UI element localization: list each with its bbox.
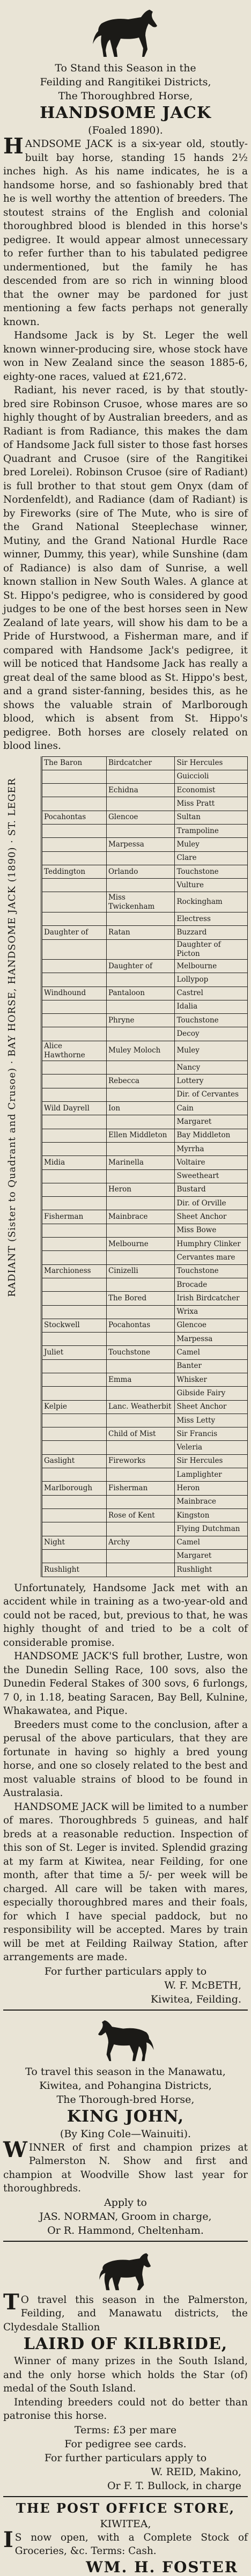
pedigree-cell: Economist — [175, 784, 248, 797]
pedigree-cell — [42, 838, 107, 851]
pedigree-cell — [106, 1115, 175, 1129]
pedigree-cell — [42, 1292, 107, 1305]
ad-paragraph: Intending breeders could not do better than patronise this horse. — [3, 2396, 248, 2422]
pedigree-cell: Bay Middleton — [175, 1129, 248, 1142]
pedigree-cell: Clare — [175, 851, 248, 865]
pedigree-cell — [42, 1061, 107, 1074]
pedigree-row — [42, 1264, 248, 1278]
pedigree-cell — [42, 1278, 107, 1291]
pedigree-cell: Daughter of — [42, 926, 107, 939]
pedigree-row — [42, 784, 248, 797]
pedigree-row — [42, 811, 248, 824]
pedigree-cell: Cain — [175, 1102, 248, 1115]
pedigree-row — [42, 770, 248, 783]
divider — [3, 2241, 248, 2242]
pedigree-row — [42, 892, 248, 912]
ad-paragraph: Winner of many prizes in the South Island, and the only horse which holds the Star (of) medal of the South Island. — [3, 2356, 248, 2394]
pedigree-row — [42, 1238, 248, 1251]
apply-line: For further particulars apply to — [44, 1965, 207, 1977]
ad-paragraph: IS now open, with a Complete Stock of Groceries, &c. Terms: Cash. — [3, 2527, 248, 2557]
pedigree-cell — [106, 879, 175, 892]
newspaper-column — [3, 0, 248, 2576]
pedigree-cell: Marpessa — [106, 838, 175, 851]
pedigree-row — [42, 1278, 248, 1291]
intro-line: The Thoroughbred Horse, — [58, 90, 193, 102]
draught-horse-illustration-icon — [93, 2245, 158, 2293]
intro-line: The Thorough-bred Horse, — [56, 2093, 195, 2106]
pedigree-cell: Windhound — [42, 987, 107, 1000]
pedigree-row — [42, 1041, 248, 1061]
pedigree-row — [42, 959, 248, 973]
pedigree-cell — [106, 1563, 175, 1577]
pedigree-cell: Bustard — [175, 1183, 248, 1196]
intro-line: Feilding and Rangitikei Districts, — [40, 76, 211, 88]
pedigree-cell: Melbourne — [175, 959, 248, 973]
pedigree-cell: Echidna — [106, 784, 175, 797]
pedigree-cell — [42, 1169, 107, 1183]
terms-line: Terms: £3 per mare — [74, 2424, 177, 2436]
agent-line: Or R. Hammond, Cheltenham. — [47, 2224, 204, 2236]
pedigree-cell: Muley — [175, 1041, 248, 1061]
pedigree-cell — [42, 1197, 107, 1210]
pedigree-cell — [106, 973, 175, 987]
pedigree-cell — [42, 1027, 107, 1041]
pedigree-cell: Kingston — [175, 1508, 248, 1522]
pedigree-cell: Flying Dutchman — [175, 1522, 248, 1536]
pedigree-row — [42, 1508, 248, 1522]
pedigree-cell: Glencoe — [175, 1319, 248, 1332]
pedigree-row — [42, 1224, 248, 1237]
pedigree-cell: Lamplighter — [175, 1468, 248, 1482]
pedigree-cell: Trampoline — [175, 824, 248, 837]
pedigree-cell: Guiccioli — [175, 770, 248, 783]
pedigree-cell: Heron — [175, 1482, 248, 1495]
pedigree-cell — [42, 1115, 107, 1129]
pedigree-cell — [42, 1183, 107, 1196]
pedigree-row — [42, 851, 248, 865]
pedigree-cell: Castrel — [175, 987, 248, 1000]
horse-name-heading: HANDSOME JACK — [40, 104, 211, 122]
intro-line: To Stand this Season in the — [55, 62, 196, 74]
pedigree-cell: Veleria — [175, 1441, 248, 1454]
divider — [3, 2496, 248, 2497]
owner-place: Kiwitea, Feilding. — [150, 1993, 241, 2005]
pedigree-cell: Decoy — [175, 1027, 248, 1041]
ad-paragraph: HANDSOME JACK will be limited to a number of mares. Thoroughbreds 5 guineas, and half breds at a reasonable reduction. Inspection of this son of St. Leger is invited. Splendid grazing at my farm at Kiwitea, near Feilding, for one month, after that time a 5/- per week will be charged. All care will be taken with mares, especially thoroughbred mares and their foals, for which I have special paddock, but no responsibility will be accepted. Mares by train will be met at Feilding Railway Station, after arrangements are made. — [3, 1801, 248, 1963]
post-office-store-ad — [3, 2500, 248, 2576]
pedigree-cell: Dir. of Cervantes — [175, 1088, 248, 1101]
pedigree-row — [42, 912, 248, 925]
pedigree-row — [42, 1074, 248, 1088]
pedigree-row — [42, 1292, 248, 1305]
pedigree-cell — [106, 1549, 175, 1563]
pedigree-cell: Humphry Clinker — [175, 1238, 248, 1251]
pedigree-row — [42, 1414, 248, 1427]
pedigree-cell: Orlando — [106, 865, 175, 878]
pedigree-cell: Lollypop — [175, 973, 248, 987]
pedigree-cell — [106, 1027, 175, 1041]
pedigree-cell — [42, 797, 107, 811]
pedigree-row — [42, 973, 248, 987]
pedigree-cell: Rushlight — [42, 1563, 107, 1577]
pedigree-cell — [42, 1549, 107, 1563]
pedigree-row — [42, 1142, 248, 1155]
pedigree-cell — [106, 1359, 175, 1373]
pedigree-cell: Idalia — [175, 1000, 248, 1013]
pedigree-cell: Irish Birdcatcher — [175, 1292, 248, 1305]
pedigree-cell — [42, 851, 107, 865]
pedigree-cell — [42, 1414, 107, 1427]
pedigree-cell: Wild Dayrell — [42, 1102, 107, 1115]
pedigree-cell: Alice Hawthorne — [42, 1041, 107, 1061]
pedigree-cell — [42, 1508, 107, 1522]
pedigree-cell: Midia — [42, 1156, 107, 1169]
pedigree-cell — [106, 1305, 175, 1319]
pedigree-row — [42, 1359, 248, 1373]
pedigree-row — [42, 939, 248, 959]
ad-paragraph: Radiant, his never raced, is by that stoutly-bred sire Robinson Crusoe, whose mares are so highly thought of by Australian breeders, and as Radiant is from Radiance, this makes the dam of Handsome Jack full sister to those fast horses Quadrant and Crusoe (sire of the Rangitikei bred Lorelei). Robinson Crusoe (sire of Radiant) is full brother to that stout gem Onyx (dam of Nordenfeldt), and Radiance (dam of Radiant) is by Fireworks (sire of The Mute, who is sire of the Grand National Steeplechase winner, Mutiny, and the Grand National Hurdle Race winner, Dummy, this year), while Sunshine (dam of Radiance) is also dam of Sunrise, a well known stallion in New South Wales. A glance at St. Hippo's pedigree, who is considered by good judges to be one of the best horses seen in New Zealand of late years, will show his dam to be a Pride of Hurstwood, a Fisherman mare, and if compared with Handsome Jack's pedigree, it will be noticed that Handsome Jack has really a great deal of the same blood as St. Hippo's best, and a grand sister-fanning, besides this, as he shows the valuable strain of Marlborough blood, which is absent from St. Hippo's pedigree. Both horses are closely related on blood lines. — [3, 385, 248, 752]
pedigree-cell — [106, 1468, 175, 1482]
pedigree-cell: Cinizelli — [106, 1264, 175, 1278]
pedigree-cell: Miss Twickenham — [106, 892, 175, 912]
pedigree-row — [42, 1333, 248, 1346]
pedigree-row — [42, 824, 248, 837]
ad-paragraph: HANDSOME JACK is a six-year old, stoutly-built bay horse, standing 15 hands 2½ inches high. As his name indicates, he is a handsome horse, and so fashionably bred that he is well worthy the attention of breeders. The stoutest strains of the English and colonial thoroughbred blood is blended in this horse's pedigree. It would appear almost unnecessary to refer further than to his tabulated pedigree undermentioned, but the family he has descended from are so rich in winning blood that the owner may be pardoned for just mentioning a few facts perhaps not generally known. — [3, 134, 248, 328]
pedigree-cell: Lottery — [175, 1074, 248, 1088]
pedigree-row — [42, 756, 248, 770]
pedigree-row — [42, 1441, 248, 1454]
pedigree-row — [42, 1102, 248, 1115]
agent-line: JAS. NORMAN, Groom in charge, — [39, 2210, 212, 2222]
pedigree-row — [42, 1183, 248, 1196]
pedigree-cell — [42, 1224, 107, 1237]
pedigree-cell: Voltaire — [175, 1156, 248, 1169]
pedigree-cell: Fisherman — [106, 1482, 175, 1495]
pedigree-row — [42, 1197, 248, 1210]
pedigree-cell: Archy — [106, 1536, 175, 1549]
pedigree-cell — [106, 1522, 175, 1536]
pedigree-cell: Dir. of Orville — [175, 1197, 248, 1210]
pedigree-cell: Marchioness — [42, 1264, 107, 1278]
handsome-jack-ad — [3, 2, 248, 2006]
pedigree-cell: Electress — [175, 912, 248, 925]
pedigree-cell: Sultan — [175, 811, 248, 824]
pedigree-cell — [42, 1142, 107, 1155]
pedigree-row — [42, 987, 248, 1000]
pedigree-row — [42, 1482, 248, 1495]
pedigree-cell: Sir Hercules — [175, 1454, 248, 1468]
pedigree-cell — [106, 851, 175, 865]
pedigree-cell: Rose of Kent — [106, 1508, 175, 1522]
apply-line: For further particulars apply to — [44, 2452, 207, 2464]
pedigree-row — [42, 926, 248, 939]
pedigree-cell: Miss Pratt — [175, 797, 248, 811]
pedigree-row — [42, 1115, 248, 1129]
pedigree-cell: Myrrha — [175, 1142, 248, 1155]
pedigree-cell: Banter — [175, 1359, 248, 1373]
pedigree-row — [42, 1305, 248, 1319]
pedigree-row — [42, 1427, 248, 1441]
pedigree-cell — [106, 797, 175, 811]
pedigree-row — [42, 1000, 248, 1013]
pedigree-line: For pedigree see cards. — [64, 2438, 187, 2450]
pedigree-cell: Marpessa — [175, 1333, 248, 1346]
pedigree-cell: Stockwell — [42, 1319, 107, 1332]
pedigree-cell: Nancy — [175, 1061, 248, 1074]
pedigree-row — [42, 1156, 248, 1169]
pedigree-cell — [42, 1387, 107, 1400]
pedigree-cell — [106, 1387, 175, 1400]
pedigree-cell — [42, 912, 107, 925]
pedigree-row — [42, 1027, 248, 1041]
pedigree-cell: Whisker — [175, 1373, 248, 1386]
pedigree-row — [42, 838, 248, 851]
ad-paragraph: Handsome Jack is by St. Leger the well known winner-producing sire, whose stock have won in New Zealand since the season 1885-6, eighty-one races, valued at £21,672. — [3, 330, 248, 382]
ad-paragraph: WINNER of first and champion prizes at Palmerston N. Show and first and champion at Woodville Show last year for thoroughbreds. — [3, 2137, 248, 2194]
pedigree-cell — [42, 1427, 107, 1441]
apply-line: Apply to — [104, 2196, 147, 2209]
pedigree-cell: Cervantes mare — [175, 1251, 248, 1264]
pedigree-cell: Glencoe — [106, 811, 175, 824]
pedigree-row — [42, 1495, 248, 1508]
pedigree-cell — [106, 1088, 175, 1101]
pedigree-cell: Rebecca — [106, 1074, 175, 1088]
pedigree-cell — [42, 1305, 107, 1319]
pedigree-cell: The Baron — [42, 756, 107, 770]
horse-name-heading: KING JOHN, — [67, 2107, 184, 2126]
pedigree-cell — [106, 1495, 175, 1508]
ad-paragraph: Unfortunately, Handsome Jack met with an accident while in training as a two-year-old and could not be raced, but, previous to that, he was highly thought of and tried to be a colt of considerable promise. — [3, 1582, 248, 1648]
pedigree-row — [42, 1169, 248, 1183]
pedigree-cell: Rushlight — [175, 1563, 248, 1577]
pedigree-cell — [42, 1251, 107, 1264]
pedigree-row — [42, 1014, 248, 1027]
pedigree-cell: Juliet — [42, 1346, 107, 1359]
pedigree-cell — [106, 1000, 175, 1013]
pedigree-cell — [42, 1014, 107, 1027]
pedigree-cell: Melbourne — [106, 1238, 175, 1251]
pedigree-cell — [106, 1197, 175, 1210]
pedigree-cell: Buzzard — [175, 926, 248, 939]
pedigree-cell: Sir Hercules — [175, 756, 248, 770]
pedigree-cell: Margaret — [175, 1549, 248, 1563]
pedigree-row — [42, 1563, 248, 1577]
divider — [3, 2010, 248, 2011]
pedigree-cell: Daughter of Picton — [175, 939, 248, 959]
agent-line: W. REID, Makino, — [151, 2465, 241, 2478]
pedigree-cell — [42, 879, 107, 892]
pedigree-cell: Fisherman — [42, 1210, 107, 1224]
pedigree-cell: Gaslight — [42, 1454, 107, 1468]
pedigree-cell: Teddington — [42, 865, 107, 878]
king-john-ad — [3, 2014, 248, 2238]
pedigree-cell — [42, 1373, 107, 1386]
pedigree-cell — [42, 1468, 107, 1482]
pedigree-cell — [42, 1129, 107, 1142]
pedigree-cell — [106, 770, 175, 783]
pedigree-cell — [106, 1061, 175, 1074]
pedigree-table — [42, 756, 248, 1577]
pedigree-cell: Child of Mist — [106, 1427, 175, 1441]
pedigree-side-column — [3, 756, 41, 1577]
pedigree-cell: Sheet Anchor — [175, 1210, 248, 1224]
foaled-line: (Foaled 1890). — [88, 124, 163, 136]
pedigree-cell: Fireworks — [106, 1454, 175, 1468]
pedigree-row — [42, 1400, 248, 1414]
pedigree-side-label: RADIANT (Sister to Quadrant and Crusoe) · BAY HORSE, HANDSOME JACK (1890) · ST. LEGER — [6, 777, 18, 1297]
pedigree-cell — [106, 1224, 175, 1237]
pedigree-cell: Vulture — [175, 879, 248, 892]
pedigree-cell — [42, 892, 107, 912]
pedigree-cell: Gibside Fairy — [175, 1387, 248, 1400]
pedigree-cell: Heron — [106, 1183, 175, 1196]
ad-paragraph: HANDSOME JACK'S full brother, Lustre, won the Dunedin Selling Race, 100 sovs, also the Dunedin Federal Stakes of 300 sovs, 6 furlongs, 7 0, in 1.18, beating Saracen, Bay Bell, Kulnine, Whakawatea, and Pique. — [3, 1651, 248, 1717]
pedigree-row — [42, 1468, 248, 1482]
pedigree-cell: Marinella — [106, 1156, 175, 1169]
pedigree-row — [42, 865, 248, 878]
pedigree-row — [42, 1387, 248, 1400]
pedigree-cell: Emma — [106, 1373, 175, 1386]
pedigree-cell: Mainbrace — [106, 1210, 175, 1224]
pedigree-cell: Wrixa — [175, 1305, 248, 1319]
intro-line: To travel this season in the Manawatu, Kiwitea, and Pohangina Districts, — [25, 2065, 226, 2092]
pedigree-cell: Night — [42, 1536, 107, 1549]
pedigree-cell: Ion — [106, 1102, 175, 1115]
pedigree-cell — [106, 912, 175, 925]
pedigree-cell — [106, 1142, 175, 1155]
pedigree-cell: Daughter of — [106, 959, 175, 973]
pedigree-cell: Pantaloon — [106, 987, 175, 1000]
pedigree-cell: The Bored — [106, 1292, 175, 1305]
pedigree-cell: Lanc. Weatherbit — [106, 1400, 175, 1414]
pedigree-cell: Camel — [175, 1536, 248, 1549]
pedigree-cell — [42, 770, 107, 783]
pedigree-cell: Touchstone — [175, 1014, 248, 1027]
owner-name: W. F. McBETH, — [164, 1979, 241, 1991]
pedigree-cell: Sweetheart — [175, 1169, 248, 1183]
pedigree-cell: Pocahontas — [42, 811, 107, 824]
pedigree-cell: Muley — [175, 838, 248, 851]
pedigree-table-block — [3, 756, 248, 1577]
pedigree-cell — [42, 784, 107, 797]
pedigree-cell: Phryne — [106, 1014, 175, 1027]
pedigree-cell — [106, 1333, 175, 1346]
pedigree-cell — [42, 824, 107, 837]
ad-paragraph: TO travel this season in the Palmerston, Feilding, and Manawatu districts, the Clydesdale Stallion — [3, 2289, 248, 2333]
pedigree-cell: Miss Bowe — [175, 1224, 248, 1237]
pedigree-cell — [42, 1522, 107, 1536]
pedigree-cell — [106, 1251, 175, 1264]
store-owner: WM. H. FOSTER — [86, 2558, 238, 2576]
pedigree-row — [42, 1129, 248, 1142]
sire-line: (By King Cole—Wainuiti). — [60, 2128, 191, 2140]
pedigree-row — [42, 1346, 248, 1359]
pedigree-cell — [42, 1000, 107, 1013]
pedigree-cell: Sir Francis — [175, 1427, 248, 1441]
pedigree-cell — [42, 973, 107, 987]
pedigree-row — [42, 1210, 248, 1224]
pedigree-cell: Miss Letty — [175, 1414, 248, 1427]
pedigree-cell — [106, 939, 175, 959]
pedigree-row — [42, 1549, 248, 1563]
pedigree-cell — [42, 939, 107, 959]
store-place: KIWITEA, — [100, 2518, 151, 2530]
pedigree-row — [42, 1522, 248, 1536]
pedigree-cell: Touchstone — [175, 1264, 248, 1278]
pedigree-cell — [42, 1495, 107, 1508]
agent-line: Or F. T. Bullock, in charge — [107, 2479, 241, 2492]
pedigree-cell — [42, 1359, 107, 1373]
pedigree-cell: Birdcatcher — [106, 756, 175, 770]
pedigree-cell: Touchstone — [175, 865, 248, 878]
pedigree-row — [42, 1536, 248, 1549]
pedigree-row — [42, 1251, 248, 1264]
pedigree-cell — [106, 1441, 175, 1454]
pedigree-row — [42, 1454, 248, 1468]
pedigree-cell — [106, 1169, 175, 1183]
pedigree-cell: Camel — [175, 1346, 248, 1359]
pedigree-cell — [42, 1238, 107, 1251]
pedigree-cell: Pocahontas — [106, 1319, 175, 1332]
pedigree-cell: Brocade — [175, 1278, 248, 1291]
pedigree-cell: Ratan — [106, 926, 175, 939]
pedigree-cell: Rockingham — [175, 892, 248, 912]
pedigree-row — [42, 1319, 248, 1332]
pedigree-cell — [106, 1414, 175, 1427]
pedigree-cell: Kelpie — [42, 1400, 107, 1414]
pedigree-cell — [42, 959, 107, 973]
pedigree-cell — [42, 1074, 107, 1088]
pedigree-cell — [106, 824, 175, 837]
pedigree-cell — [106, 1278, 175, 1291]
pedigree-row — [42, 1088, 248, 1101]
ad-paragraph: Breeders must come to the conclusion, after a perusal of the above particulars, that they are fortunate in having so highly a bred young horse, and one so closely related to the best and most valuable strains of blood to be found in Australasia. — [3, 1719, 248, 1799]
pedigree-cell: Margaret — [175, 1115, 248, 1129]
pedigree-row — [42, 1061, 248, 1074]
pedigree-cell: Touchstone — [106, 1346, 175, 1359]
pedigree-row — [42, 797, 248, 811]
pedigree-row — [42, 1373, 248, 1386]
pedigree-cell: Muley Moloch — [106, 1041, 175, 1061]
horse-name-heading: LAIRD OF KILBRIDE, — [23, 2335, 228, 2353]
pedigree-row — [42, 879, 248, 892]
store-title: THE POST OFFICE STORE, — [16, 2500, 235, 2516]
pedigree-cell — [42, 1088, 107, 1101]
laird-of-kilbride-ad — [3, 2245, 248, 2493]
pedigree-cell — [42, 1333, 107, 1346]
pedigree-cell — [42, 1441, 107, 1454]
horse-illustration-icon — [91, 2014, 160, 2065]
pedigree-cell: Ellen Middleton — [106, 1129, 175, 1142]
pedigree-cell: Mainbrace — [175, 1495, 248, 1508]
horse-illustration-icon — [85, 2, 166, 61]
pedigree-cell: Sheet Anchor — [175, 1400, 248, 1414]
pedigree-cell: Marlborough — [42, 1482, 107, 1495]
